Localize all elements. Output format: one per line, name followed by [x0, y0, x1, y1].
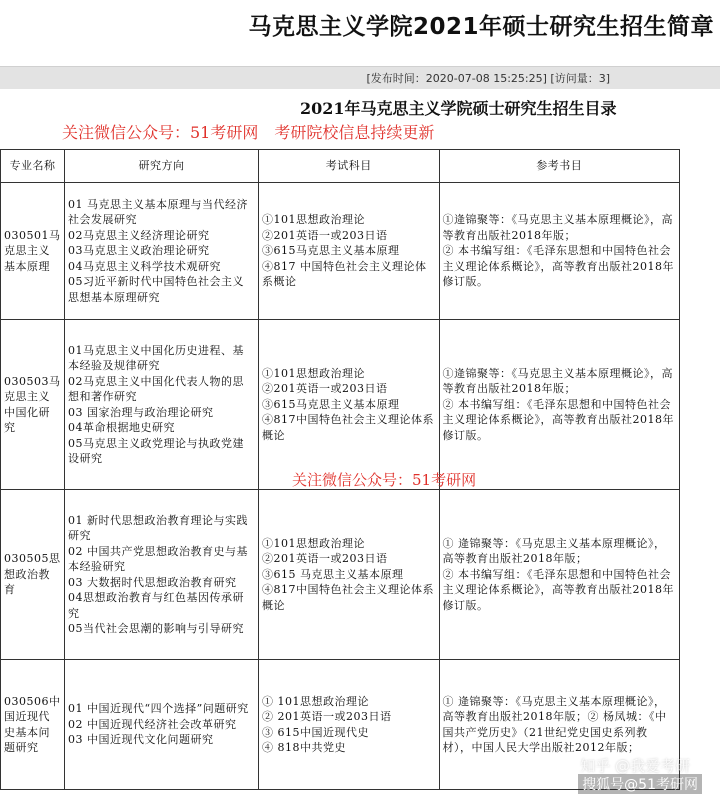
subject-line: ②201英语一或203日语	[261, 382, 388, 396]
subject-line: ③ 615中国近现代史	[261, 725, 369, 739]
direction-cell	[64, 660, 258, 790]
table-row	[1, 320, 680, 490]
direction-line: 02 中国近现代经济社会改革研究	[67, 717, 237, 731]
reference-line: ② 本书编写组：《毛泽东思想和中国特色社会主义理论体系概论》，高等教育出版社2018年修订版。	[442, 244, 675, 289]
direction-line: 01马克思主义中国化历史进程、基本经验及规律研究	[67, 343, 244, 372]
direction-line: 01 马克思主义基本原理与当代经济社会发展研究	[67, 197, 248, 227]
promo-banner-top: 关注微信公众号：51考研网 考研院校信息持续更新	[62, 123, 435, 142]
subject-line: ②201英语一或203日语	[261, 552, 388, 566]
subject-cell	[258, 320, 439, 490]
direction-cell	[64, 183, 258, 320]
header-direction: 研究方向	[64, 150, 258, 183]
major-cell: 030506中国近现代史基本问题研究	[1, 660, 65, 790]
direction-line: 03 中国近现代文化问题研究	[67, 733, 214, 747]
direction-line: 04思想政治教育与红色基因传承研究	[67, 591, 244, 620]
direction-line: 03 大数据时代思想政治教育研究	[67, 575, 237, 589]
table-row	[1, 660, 680, 790]
subject-line: ④817中国特色社会主义理论体系概论	[261, 583, 434, 612]
reference-cell	[439, 183, 679, 320]
major-cell: 030503马克思主义中国化研究	[1, 320, 65, 490]
header-references: 参考书目	[439, 150, 679, 183]
direction-line: 01 新时代思想政治教育理论与实践研究	[67, 513, 248, 542]
table-header-row	[1, 150, 680, 183]
meta-bar	[0, 66, 720, 89]
subject-line: ④817 中国特色社会主义理论体系概论	[261, 259, 427, 289]
direction-line: 04马克思主义科学技术观研究	[67, 259, 221, 273]
table-row	[1, 490, 680, 660]
table-row	[1, 183, 680, 320]
direction-line: 02马克思主义中国化代表人物的思想和著作研究	[67, 374, 244, 403]
direction-line: 05当代社会思潮的影响与引导研究	[67, 622, 244, 635]
reference-line: ①逄锦聚等：《马克思主义基本原理概论》，高等教育出版社2018年版；	[442, 213, 674, 242]
watermark-zhihu: 知乎 @我爱考研	[580, 757, 690, 775]
major-cell: 030505思想政治教育	[1, 490, 65, 660]
subject-line: ③615马克思主义基本原理	[261, 397, 400, 411]
direction-cell	[64, 320, 258, 490]
subject-line: ①101思想政治理论	[261, 213, 365, 227]
subject-line: ① 101思想政治理论	[261, 694, 369, 708]
subject-line: ①101思想政治理论	[261, 366, 365, 380]
subject-line: ③615马克思主义基本原理	[261, 244, 400, 258]
direction-line: 02马克思主义经济理论研究	[67, 228, 210, 242]
direction-line: 05习近平新时代中国特色社会主义思想基本原理研究	[67, 275, 244, 304]
reference-cell	[439, 320, 679, 490]
subject-cell	[258, 183, 439, 320]
watermark-sohu: 搜狐号@51考研网	[578, 774, 702, 794]
subject-line: ①101思想政治理论	[261, 536, 365, 550]
direction-line: 01 中国近现代“四个选择”问题研究	[67, 702, 249, 716]
subject-line: ④817中国特色社会主义理论体系概论	[261, 413, 434, 442]
reference-line: ① 逄锦聚等：《马克思主义基本原理概论》，高等教育出版社2018年版；② 杨凤城：《中国共产党历史》（21世纪党史国史系列教材），中国人民大学出版社2012年版；	[442, 694, 667, 754]
subject-cell	[258, 660, 439, 790]
reference-line: ①逄锦聚等：《马克思主义基本原理概论》，高等教育出版社2018年版；	[442, 366, 674, 396]
page-title: 马克思主义学院2021年硕士研究生招生简章	[248, 14, 714, 40]
subject-line: ② 201英语一或203日语	[261, 710, 392, 723]
direction-line: 05马克思主义政党理论与执政党建设研究	[67, 436, 244, 465]
direction-line: 04革命根据地史研究	[67, 421, 175, 434]
subject-line: ②201英语一或203日语	[261, 228, 388, 242]
major-cell: 030501马克思主义基本原理	[1, 183, 65, 320]
publish-meta: [发布时间：2020-07-08 15:25:25] [访问量：3]	[366, 72, 610, 85]
header-subjects: 考试科目	[258, 150, 439, 183]
direction-line: 02 中国共产党思想政治教育史与基本经验研究	[67, 544, 248, 573]
direction-cell	[64, 490, 258, 660]
header-major: 专业名称	[1, 150, 65, 183]
subject-line: ④ 818中共党史	[261, 741, 346, 754]
subject-line: ③615 马克思主义基本原理	[261, 567, 404, 581]
direction-line: 03 国家治理与政治理论研究	[67, 405, 214, 419]
subject-cell	[258, 490, 439, 660]
catalog-subtitle: 2021年马克思主义学院硕士研究生招生目录	[300, 99, 617, 118]
reference-line: ① 逄锦聚等：《马克思主义基本原理概论》，高等教育出版社2018年版；	[442, 536, 666, 566]
reference-cell	[439, 490, 679, 660]
promo-banner-middle: 关注微信公众号：51考研网	[292, 471, 477, 489]
reference-line: ② 本书编写组：《毛泽东思想和中国特色社会主义理论体系概论》，高等教育出版社2018年修订版。	[442, 567, 675, 612]
direction-line: 03马克思主义政治理论研究	[67, 244, 210, 258]
reference-line: ② 本书编写组：《毛泽东思想和中国特色社会主义理论体系概论》，高等教育出版社2018年修订版。	[442, 397, 675, 442]
